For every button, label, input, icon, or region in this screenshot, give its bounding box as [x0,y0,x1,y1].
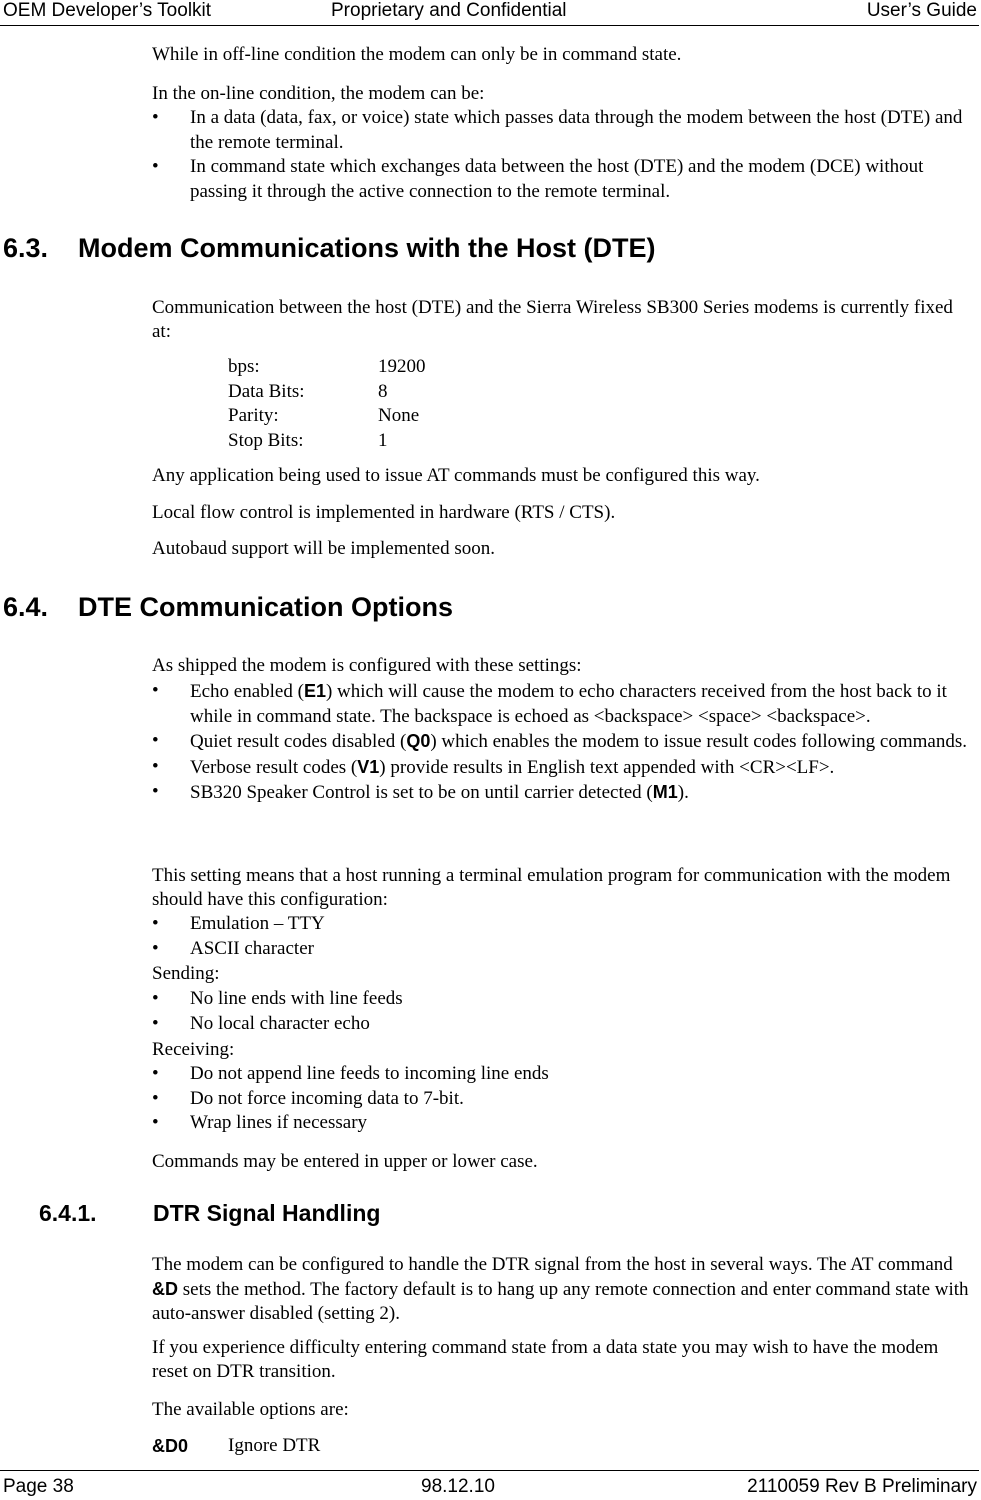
command-code: V1 [357,756,380,777]
section-6-3-paragraph-2: Any application being used to issue AT commands must be configured this way. [152,465,760,486]
list-item: • No local character echo [152,1012,974,1037]
list-item: • Wrap lines if necessary [152,1111,974,1136]
bullet-icon: • [152,937,159,959]
sending-label: Sending: [152,963,220,984]
footer-date: 98.12.10 [421,1476,495,1497]
bullet-icon: • [152,730,159,751]
footer-doc-id: 2110059 Rev B Preliminary [747,1476,977,1497]
list-item: • SB320 Speaker Control is set to be on until carrier detected (M1). [152,781,689,803]
bullet-icon: • [152,107,159,128]
bullet-icon: • [152,1087,159,1109]
command-code: Q0 [406,731,431,751]
section-title: DTR Signal Handling [153,1200,381,1226]
bullet-icon: • [152,1063,159,1084]
command-code: &D [152,1279,178,1299]
list-item: • Do not force incoming data to 7-bit. [152,1087,974,1112]
list-item: • In a data (data, fax, or voice) state which passes data through the modem between the host (DTE) and the remote terminal. [152,107,963,153]
header-center: Proprietary and Confidential [331,0,567,21]
list-item: • Emulation – TTY [152,912,974,937]
header-left: OEM Developer’s Toolkit [3,0,212,21]
terminal-config-list [152,912,974,961]
dtr-option-row [152,1434,752,1458]
section-6-4-1-paragraph-2: If you experience difficulty entering command state from a data state you may wish to have the modem reset on DTR transition. [152,1337,939,1382]
bullet-icon: • [152,913,159,934]
bullet-icon: • [152,1112,159,1133]
section-6-3-paragraph-4: Autobaud support will be implemented soon. [152,538,496,559]
command-code: &D0 [152,1436,189,1456]
section-number: 6.4.1. [39,1200,97,1226]
intro-paragraph-1: While in off-line condition the modem can only be in command state. [152,44,682,65]
shipped-settings-list [152,679,974,806]
intro-bullet-list [152,106,974,204]
receiving-list [152,1062,974,1136]
list-item: • Quiet result codes disabled (Q0) which enables the modem to issue result codes following commands. [152,730,967,752]
list-item: • Echo enabled (E1) which will cause the modem to echo characters received from the host back to it while in command state. The backspace is echoed as <backspace> <space> <backspace>. [152,680,947,727]
list-item: • Do not append line feeds to incoming line ends [152,1062,974,1087]
receiving-label: Receiving: [152,1039,235,1060]
section-title: Modem Communications with the Host (DTE) [78,233,656,263]
section-title: DTE Communication Options [78,592,453,622]
section-6-4-paragraph-3: Commands may be entered in upper or lower case. [152,1151,538,1172]
section-6-4-paragraph-1: As shipped the modem is configured with these settings: [152,655,582,676]
list-item: • Verbose result codes (V1) provide results in English text appended with <CR><LF>. [152,755,835,778]
bullet-icon: • [152,1012,159,1034]
command-code: M1 [652,782,678,802]
list-item: • ASCII character [152,937,974,962]
bullet-icon: • [152,156,159,177]
page-header [0,0,979,24]
bullet-icon: • [152,755,159,777]
section-6-4-1-paragraph-3: The available options are: [152,1399,349,1420]
section-6-4-paragraph-2: This setting means that a host running a terminal emulation program for communication with the modem should have this configuration: [152,865,951,910]
section-6-4-1-paragraph-1: The modem can be configured to handle the DTR signal from the host in several ways. The AT command &D sets the method. The factory default is to hang up any remote connection and enter command state with auto-answer disabled (setting 2). [152,1254,969,1324]
option-description: Ignore DTR [228,1435,321,1456]
bullet-icon: • [152,680,159,701]
intro-paragraph-2: In the on-line condition, the modem can be: [152,83,485,104]
bullet-icon: • [152,988,159,1009]
header-right: User’s Guide [866,0,977,21]
footer-rule [0,1470,979,1471]
bullet-icon: • [152,781,159,802]
section-6-3-paragraph-1: Communication between the host (DTE) and the Sierra Wireless SB300 Series modems is currently fixed at: [152,297,953,342]
footer-page-number: Page 38 [3,1476,74,1497]
page-footer [0,1476,979,1500]
list-item: • No line ends with line feeds [152,987,974,1012]
section-6-3-paragraph-3: Local flow control is implemented in hardware (RTS / CTS). [152,502,616,523]
list-item: • In command state which exchanges data between the host (DTE) and the modem (DCE) without passing it through the active connection to the remote terminal. [152,156,924,202]
header-rule [0,25,979,26]
sending-list [152,987,974,1036]
section-number: 6.3. [3,233,49,263]
section-number: 6.4. [3,592,49,622]
command-code: E1 [303,681,326,701]
